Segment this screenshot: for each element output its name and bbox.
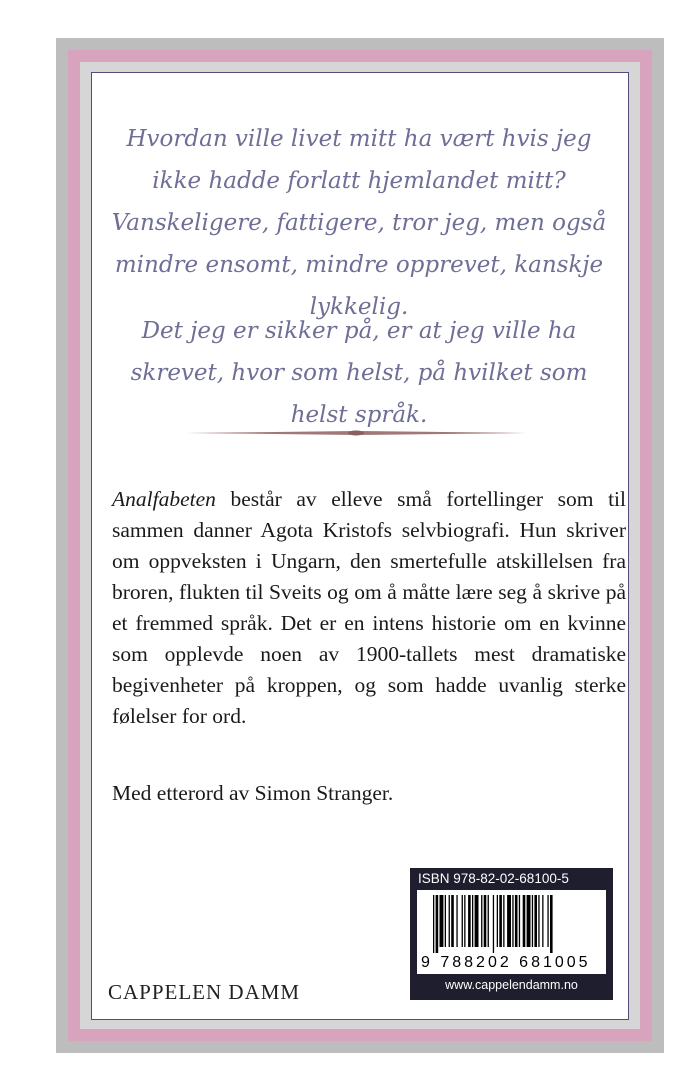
barcode-bar xyxy=(512,895,513,947)
barcode-bar xyxy=(488,895,489,947)
blurb-paragraph xyxy=(112,484,626,732)
blurb-text: består av elleve små fortellinger som til sammen danner Agota Kristofs selvbiografi. Hun skriver om oppveksten i Ungarn, den smertefulle atskillelsen fra broren, flukten til Sveits og om å måtte lære seg å skrive på et fremmed språk. Det er en intens historie om en kvinne som opplevde noen av 1900-tallets mest dramatiske begivenheter på kroppen, og som hadde uvanlig sterke følelser for ord. xyxy=(112,487,626,728)
barcode-bar xyxy=(534,895,537,947)
isbn-box xyxy=(410,868,613,1000)
barcode-bar xyxy=(475,895,479,947)
ornamental-divider xyxy=(186,426,526,440)
publisher-logo: CAPPELEN DAMM xyxy=(108,980,301,1004)
barcode-bar xyxy=(527,895,531,947)
barcode-bar xyxy=(532,895,533,947)
barcode-bar xyxy=(436,895,439,953)
barcode-bar xyxy=(481,895,482,947)
barcode-bar xyxy=(503,895,504,947)
barcode-bar xyxy=(456,895,457,947)
barcode-bar xyxy=(468,895,471,947)
barcode-bar xyxy=(464,895,465,947)
isbn-label: ISBN 978-82-02-68100-5 xyxy=(418,871,569,886)
barcode-bar xyxy=(451,895,454,947)
barcode-bar xyxy=(440,895,444,947)
barcode-bar xyxy=(445,895,446,947)
barcode-bar xyxy=(497,895,498,947)
barcode-bars xyxy=(433,895,593,953)
book-title: Analfabeten xyxy=(112,487,216,511)
barcode-bar xyxy=(538,895,539,947)
barcode-bar xyxy=(484,895,487,947)
barcode xyxy=(417,890,606,974)
barcode-bar xyxy=(493,895,494,953)
barcode-bar xyxy=(499,895,502,947)
publisher-website: www.cappelendamm.no xyxy=(445,978,578,992)
barcode-digits: 9 788202 681005 xyxy=(421,954,591,971)
barcode-bar xyxy=(472,895,473,947)
barcode-bar xyxy=(507,895,511,947)
afterword-line: Med etterord av Simon Stranger. xyxy=(112,781,394,805)
barcode-bar xyxy=(523,895,526,947)
barcode-bar xyxy=(547,895,548,947)
barcode-bar xyxy=(433,895,434,953)
quote-paragraph-2: Det jeg er sikker på, er at jeg ville ha skrevet, hvor som helst, på hvilket som helst språk. xyxy=(130,318,588,428)
barcode-bar xyxy=(542,895,543,947)
barcode-bar xyxy=(462,895,463,947)
quote-paragraph-1: Hvordan ville livet mitt ha vært hvis jeg ikke hadde forlatt hjemlandet mitt? Vanskeligere, fattigere, tror jeg, men også mindre ensomt, mindre opprevet, kanskje lykkelig. xyxy=(111,126,607,320)
barcode-bar xyxy=(449,895,450,947)
barcode-bar xyxy=(550,895,553,953)
barcode-bar xyxy=(515,895,518,947)
barcode-bar xyxy=(519,895,520,947)
